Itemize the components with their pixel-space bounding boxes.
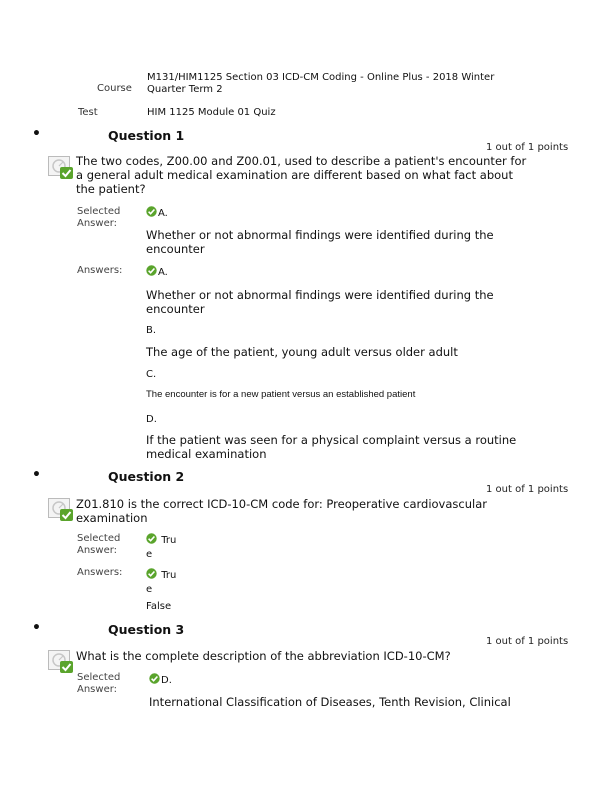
check-icon [146, 206, 157, 217]
selected-answer-label [77, 206, 120, 230]
answer-a-text [146, 288, 494, 316]
question-2-points: 1 out of 1 points [486, 484, 569, 495]
answer-a-letter [146, 265, 168, 278]
question-2-title: Question 2 [108, 469, 185, 484]
answer-d-text [146, 433, 516, 461]
answer-a-line-1: Whether or not abnormal findings were identified during the [146, 288, 494, 302]
answers-label: Answers: [77, 265, 123, 276]
question-3-points: 1 out of 1 points [486, 636, 569, 647]
question-1-text [76, 154, 526, 196]
test-label: Test [78, 107, 98, 118]
question-3-title: Question 3 [108, 622, 185, 637]
selected-letter-text: A. [158, 208, 168, 219]
selected-answer-label [77, 533, 120, 557]
selected-letter-text: D. [161, 675, 172, 686]
question-1-title: Question 1 [108, 128, 185, 143]
answer-d-line-2: medical examination [146, 447, 267, 461]
answer-true-part-2: e [146, 584, 153, 595]
answer-c-text: The encounter is for a new patient versus an established patient [146, 389, 416, 400]
selected-true-part-2: e [146, 549, 153, 560]
selected-text-line-1: Whether or not abnormal findings were identified during the [146, 228, 494, 242]
question-3-text: What is the complete description of the abbreviation ICD-10-CM? [76, 649, 451, 663]
selected-label-line-1: Selected [77, 533, 121, 544]
answer-b-text: The age of the patient, young adult versus older adult [146, 345, 458, 359]
check-icon [146, 568, 157, 579]
question-1-text-line-1: The two codes, Z00.00 and Z00.01, used to describe a patient's encounter for [76, 154, 527, 168]
selected-answer-letter [146, 206, 168, 219]
answer-a-letter-text: A. [158, 267, 168, 278]
selected-answer-letter [149, 673, 172, 686]
question-1-points: 1 out of 1 points [486, 142, 569, 153]
answer-false: False [146, 601, 172, 612]
test-value: HIM 1125 Module 01 Quiz [147, 107, 276, 118]
selected-answer-text: International Classification of Diseases, Tenth Revision, Clinical [149, 695, 511, 709]
question-1-text-line-2: a general adult medical examination are different based on what fact about [76, 168, 513, 182]
answers-label: Answers: [77, 567, 123, 578]
check-icon [149, 673, 160, 684]
answer-true-part-1: Tru [161, 570, 177, 581]
question-2-text-line-1: Z01.810 is the correct ICD-10-CM code for: Preoperative cardiovascular [76, 497, 487, 511]
selected-label-line-2: Answer: [77, 218, 118, 229]
selected-true-part-1: Tru [161, 535, 177, 546]
question-1-text-line-3: the patient? [76, 182, 146, 196]
question-2-bullet: • [32, 467, 41, 483]
question-3-bullet: • [32, 620, 41, 636]
selected-answer-label [77, 672, 120, 696]
question-2-text [76, 497, 487, 525]
course-value [147, 72, 494, 96]
answer-true [146, 568, 176, 597]
answer-c-letter: C. [146, 369, 157, 380]
selected-label-line-1: Selected [77, 206, 121, 217]
selected-answer-text [146, 228, 494, 256]
answer-d-letter: D. [146, 414, 157, 425]
check-icon [146, 265, 157, 276]
selected-label-line-2: Answer: [77, 684, 118, 695]
correct-answer-icon [48, 650, 74, 674]
correct-answer-icon [48, 498, 74, 522]
answer-b-letter: B. [146, 325, 157, 336]
answer-d-line-1: If the patient was seen for a physical complaint versus a routine [146, 433, 517, 447]
course-line-2: Quarter Term 2 [147, 84, 223, 95]
question-1-bullet: • [32, 126, 41, 142]
selected-label-line-1: Selected [77, 672, 121, 683]
correct-answer-icon [48, 156, 74, 180]
selected-text-line-2: encounter [146, 242, 205, 256]
selected-answer-true [146, 533, 176, 562]
course-line-1: M131/HIM1125 Section 03 ICD-CM Coding - Online Plus - 2018 Winter [147, 72, 495, 83]
selected-label-line-2: Answer: [77, 545, 118, 556]
answer-a-line-2: encounter [146, 302, 205, 316]
check-icon [146, 533, 157, 544]
question-2-text-line-2: examination [76, 511, 148, 525]
course-label: Course [97, 83, 132, 94]
